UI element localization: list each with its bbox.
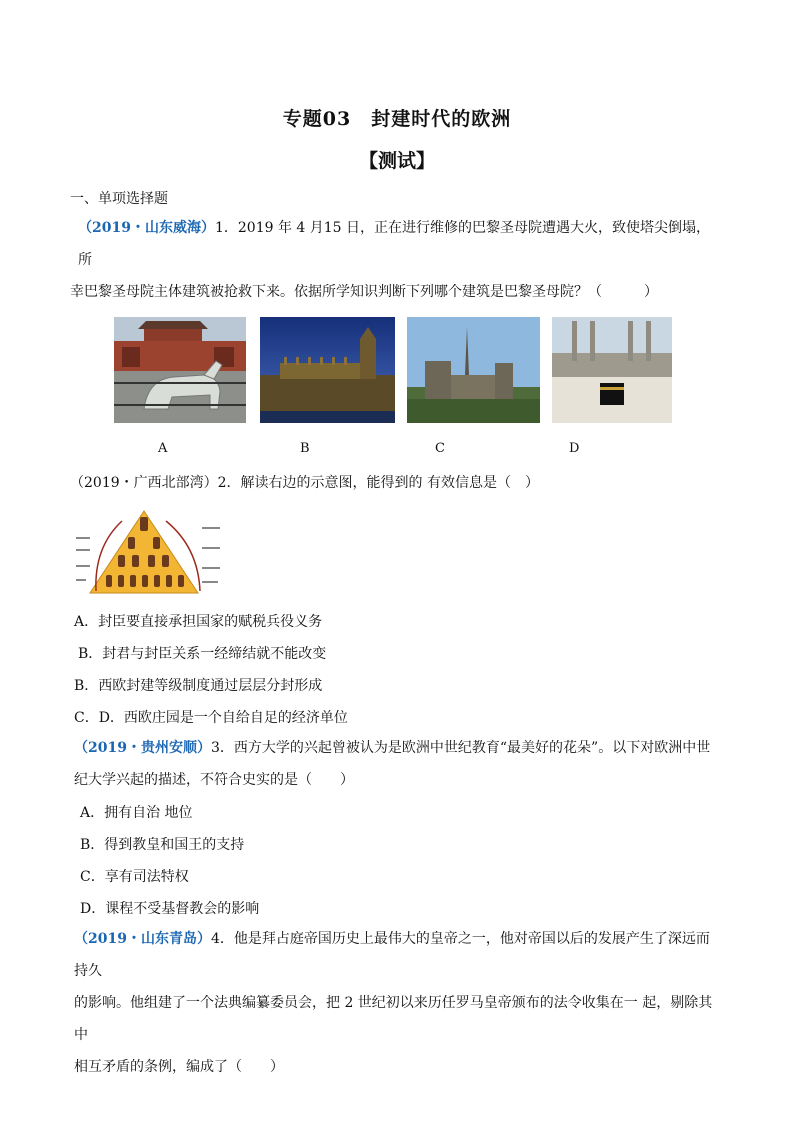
image-option-b-palace-of-westminster <box>260 317 395 423</box>
image-label-a: A <box>158 441 168 456</box>
q3-option-c: C．享有司法特权 <box>80 869 189 885</box>
image-option-d-kaaba-mecca <box>552 317 672 423</box>
image-option-c-notre-dame <box>407 317 540 423</box>
question-source: （2019・山东青岛） <box>74 931 211 947</box>
page-title: 专题03 封建时代的欧洲 <box>282 108 512 130</box>
q3-option-b: B．得到教皇和国王的支持 <box>80 837 245 853</box>
question-source: （2019・山东威海） <box>78 220 215 236</box>
question-3-line-2: 纪大学兴起的描述，不符合史实的是（ ） <box>74 772 354 788</box>
question-3-line-1: （2019・贵州安顺）3．西方大学的兴起曾被认为是欧洲中世纪教育“最美好的花朵”。以下对欧洲中世 <box>74 740 711 756</box>
q2-option-4: C．D．西欧庄园是一个自给自足的经济单位 <box>74 710 348 726</box>
question-1 <box>70 212 718 308</box>
image-option-a-white-horse-temple <box>114 317 246 423</box>
question-1-line-1: （2019・山东威海）1．2019 年 4 月15 日，正在进行维修的巴黎圣母院遭遇大火，致使塔尖倒塌， 所 <box>78 220 711 268</box>
question-2: （2019・广西北部湾）2．解读右边的示意图，能得到的 有效信息是（ ） <box>70 475 539 491</box>
image-label-c: C <box>435 441 445 456</box>
q2-option-3: B．西欧封建等级制度通过层层分封形成 <box>74 678 323 694</box>
q2-option-2: B．封君与封臣关系一经缔结就不能改变 <box>78 646 327 662</box>
image-label-d: D <box>569 441 580 456</box>
question-source: （2019・贵州安顺） <box>74 740 211 756</box>
page-subtitle: 【测试】 <box>358 150 435 172</box>
q3-option-d: D．课程不受基督教会的影响 <box>80 901 260 917</box>
question-3 <box>74 732 714 796</box>
section-heading: 一、单项选择题 <box>70 191 168 207</box>
q3-option-a: A．拥有自治 地位 <box>80 805 193 821</box>
question-4 <box>74 923 714 1083</box>
q2-option-1: A．封臣要直接承担国家的赋税兵役义务 <box>74 614 323 630</box>
image-label-b: B <box>300 441 310 456</box>
question-4-line-2: 的影响。他组建了一个法典编纂委员会，把 2 世纪初以来历任罗马皇帝颁布的法令收集在一 起，剔除其中 <box>74 995 713 1043</box>
feudal-hierarchy-pyramid-diagram <box>74 507 224 597</box>
question-source: （2019・广西北部湾） <box>70 475 218 491</box>
question-4-line-3: 相互矛盾的条例，编成了（ ） <box>74 1059 284 1075</box>
question-4-line-1: （2019・山东青岛）4．他是拜占庭帝国历史上最伟大的皇帝之一，他对帝国以后的发展产生了深远而持久 <box>74 931 710 979</box>
question-1-line-2: 幸巴黎圣母院主体建筑被抢救下来。依据所学知识判断下列哪个建筑是巴黎圣母院？（ ） <box>70 284 658 300</box>
